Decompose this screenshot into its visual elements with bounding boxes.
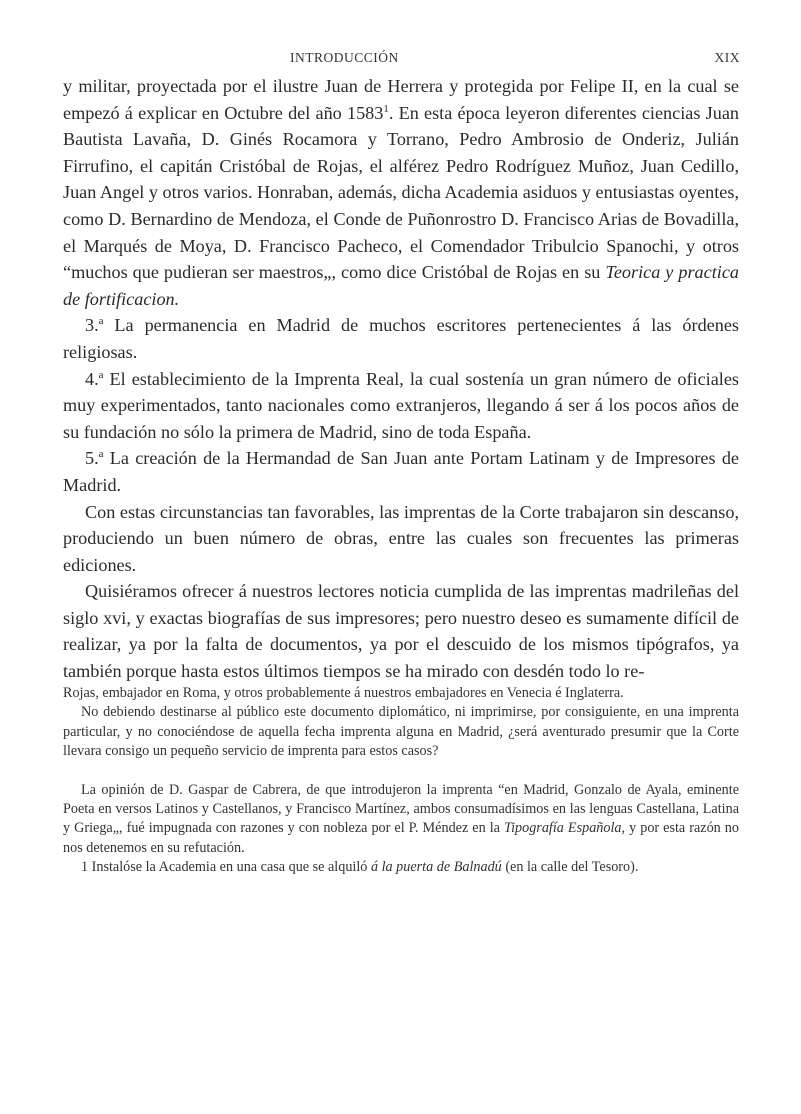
book-title: Tipografía Española, xyxy=(503,820,626,837)
book-title: Teorica y practica de fortificacion. xyxy=(63,262,739,309)
footnote-continued: Rojas, embajador en Roma, y otros probablemente á nuestros embajadores en Venecia é Inglaterra. xyxy=(63,685,624,701)
paragraph-wish: Quisiéramos ofrecer á nuestros lectores noticia cumplida de las imprentas madrileñas del siglo xvi, y exactas biografías de sus impresores; pero nuestro deseo es sumamente difícil de realizar, ya por la falta de documentos, ya por el descuido de los mismos tipógrafos, ya también porque hasta estos últimos tiempos se ha mirado con desdén todo lo re- xyxy=(63,581,739,682)
main-text xyxy=(63,73,739,685)
footnote-ref: 1 xyxy=(383,102,389,115)
running-title: INTRODUCCIÓN xyxy=(290,50,399,65)
item-5: 5.$^a$ La creación de la Hermandad de San Juan ante Portam Latinam y de Impresores de Madrid. xyxy=(63,448,739,495)
item-4: 4.$^a$ El establecimiento de la Imprenta Real, la cual sostenía un gran número de oficiales muy experimentados, tanto nacionales como extranjeros, llegando á ser á los pocos años de su fundación no sólo la primera de Madrid, sino de toda España. xyxy=(63,368,739,442)
footnote-1: 1 Instalóse la Academia en una casa que se alquiló á la puerta de Balnadú (en la calle del Tesoro). xyxy=(81,859,639,876)
footnote-printing: No debiendo destinarse al público este documento diplomático, ni imprimirse, por consiguiente, en una imprenta particular, y no conociéndose de aquella fecha imprenta alguna en Madrid, ¿será aventurado presumir que la Corte llevara consigo un pequeño servicio de imprenta para estos casos? xyxy=(63,704,739,760)
paragraph-circumstances: Con estas circunstancias tan favorables, las imprentas de la Corte trabajaron sin descanso, produciendo un buen número de obras, entre las cuales son frecuentes las primeras ediciones. xyxy=(63,501,739,575)
item-3: 3.$^a$ La permanencia en Madrid de muchos escritores pertenecientes á las órdenes religiosas. xyxy=(63,315,739,362)
page-number: XIX xyxy=(714,50,740,65)
footnotes xyxy=(63,684,739,878)
running-header xyxy=(60,50,740,72)
footnote-cabrera: La opinión de D. Gaspar de Cabrera, de que introdujeron la imprenta “en Madrid, Gonzalo de Ayala, eminente Poeta en versos Latinos y Castellanos, y Francisco Martínez, ambos consumadísimos en las lenguas Castellana, Latina y Griega„, fué impugnada con razones y con nobleza por el P. Méndez en la Tipografía Española, y por esta razón no nos detenemos en su refutación. xyxy=(63,781,739,856)
paragraph-academy: y militar, proyectada por el ilustre Juan de Herrera y protegida por Felipe II, en la cual se empezó á explicar en Octubre del año 1583$^1$. En esta época leyeron diferentes ciencias Juan Bautista Lavaña, D. Ginés Rocamora y Torrano, Pedro Ambrosio de Onderiz, Julián Firrufino, el capitán Cristóbal de Rojas, el alférez Pedro Rodríguez Muñoz, Juan Cedillo, Juan Angel y otros varios. Honraban, además, dicha Academia asiduos y entusiastas oyentes, como D. Bernardino de Mendoza, el Conde de Puñonrostro D. Francisco Arias de Bovadilla, el Marqués de Moya, D. Francisco Pacheco, el Comendador Tribulcio Spanochi, y otros “muchos que pudieran ser maestros„, como dice Cristóbal de Rojas en su Teorica y practica de fortificacion. xyxy=(63,76,739,309)
